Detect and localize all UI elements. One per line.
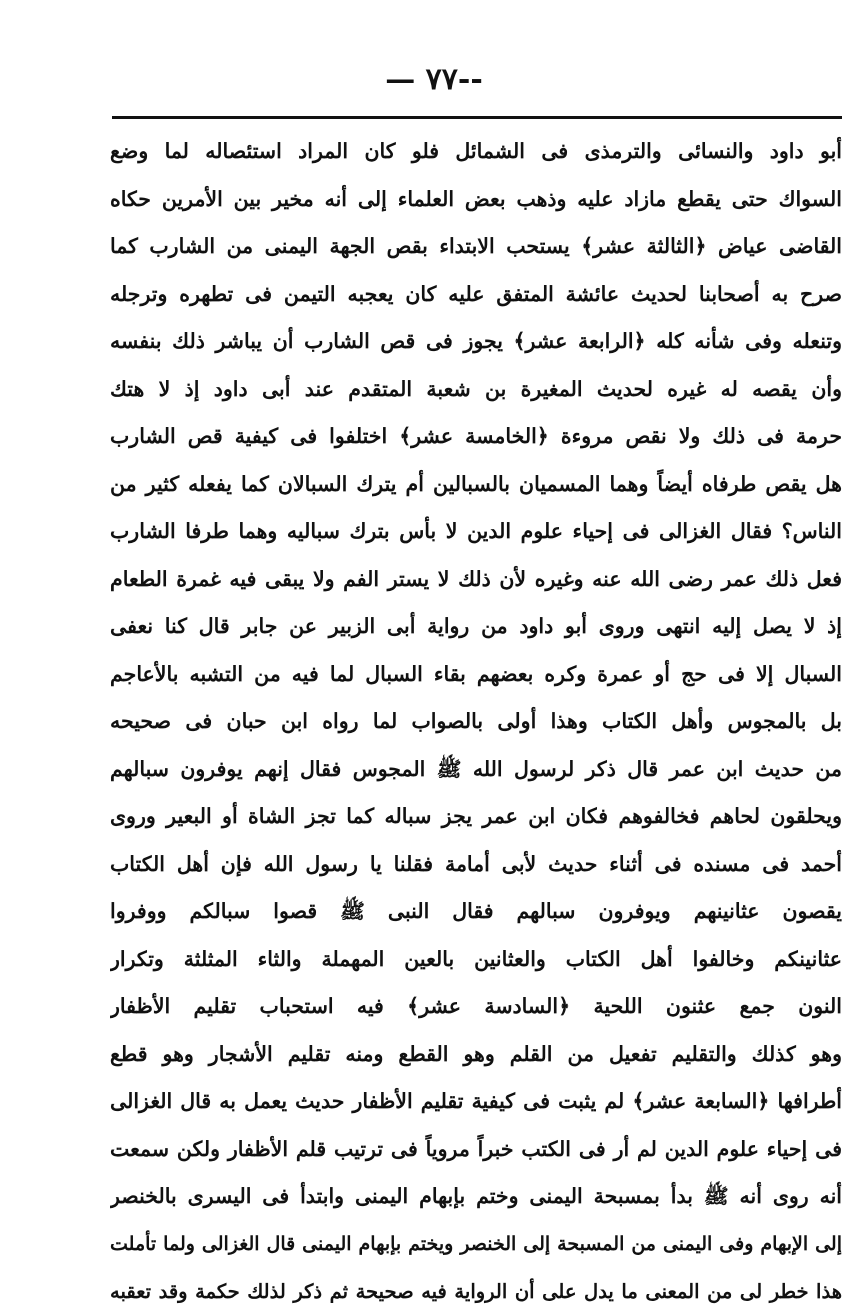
text-line: أطرافها ﴿السابعة عشر﴾ لم يثبت فى كيفية تقليم الأظفار حديث يعمل به قال الغزالى <box>110 1089 842 1113</box>
text-line: وأن يقصه له غيره لحديث المغيرة بن شعبة المتقدم عند أبى داود إذ لا هتك <box>110 376 842 401</box>
text-line: القاضى عياض ﴿الثالثة عشر﴾ يستحب الابتداء بقص الجهة اليمنى من الشارب كما <box>110 234 842 258</box>
text-line: بل بالمجوس وأهل الكتاب وهذا أولى بالصواب لما رواه ابن حبان فى صحيحه <box>110 709 842 733</box>
text-line: الناس؟ فقال الغزالى فى إحياء علوم الدين لا بأس بترك سباليه وهما طرفا الشارب <box>110 519 842 543</box>
text-line: ويحلقون لحاهم فخالفوهم فكان ابن عمر يجز سباله كما تجز الشاة أو البعير وروى <box>110 804 842 828</box>
text-line: هذا خطر لى من المعنى ما يدل على أن الرواية فيه صحيحة ثم ذكر لذلك حكمة وقد تعقبه <box>110 1280 842 1303</box>
header-rule <box>112 116 842 119</box>
text-line: فى إحياء علوم الدين لم أر فى الكتب خبراً مروياً فى ترتيب قلم الأظفار ولكن سمعت <box>110 1136 842 1161</box>
text-line: عثانينكم وخالفوا أهل الكتاب والعثانين بالعين المهملة والثاء المثلثة وتكرار <box>110 946 842 971</box>
body-text <box>110 128 842 1316</box>
text-line: إلى الإبهام وفى اليمنى من المسبحة إلى الخنصر ويختم بإبهام اليمنى قال الغزالى ولما تأملت <box>110 1232 842 1255</box>
text-line: يقصون عثانينهم ويوفرون سبالهم فقال النبى ﷺ قصوا سبالكم ووفروا <box>110 899 842 923</box>
text-line: السواك حتى يقطع مازاد عليه وذهب بعض العلماء إلى أنه مخير بين الأمرين حكاه <box>110 186 842 211</box>
text-line: من حديث ابن عمر قال ذكر لرسول الله ﷺ المجوس فقال إنهم يوفرون سبالهم <box>110 756 842 781</box>
text-line: النون جمع عثنون اللحية ﴿السادسة عشر﴾ فيه استحباب تقليم الأظفار <box>110 994 842 1018</box>
text-line: السبال إلا فى حج أو عمرة وكره بعضهم بقاء السبال لما فيه من التشبه بالأعاجم <box>110 661 842 686</box>
text-line: هل يقص طرفاه أيضاً وهما المسميان بالسبالين أم يترك السبالان كما يفعله كثير من <box>110 471 842 496</box>
text-line: صرح به أصحابنا لحديث عائشة المتفق عليه كان يعجبه التيمن فى تطهره وترجله <box>110 281 842 306</box>
text-line: إذ لا يصل إليه انتهى وروى أبو داود من رواية أبى الزبير عن جابر قال كنا نعفى <box>110 614 842 638</box>
text-line: وهو كذلك والتقليم تفعيل من القلم وهو القطع ومنه تقليم الأشجار وهو قطع <box>110 1041 842 1066</box>
text-line: أبو داود والنسائى والترمذى فى الشمائل فلو كان المراد استئصاله لما وضع <box>110 139 842 163</box>
page-number: — ٧٧-- <box>385 62 483 97</box>
text-line: أحمد فى مسنده فى أثناء حديث لأبى أمامة فقلنا يا رسول الله فإن أهل الكتاب <box>110 851 842 876</box>
text-line: أنه روى أنه ﷺ بدأ بمسبحة اليمنى وختم بإبهام اليمنى وابتدأ فى اليسرى بالخنصر <box>110 1184 842 1208</box>
text-line: حرمة فى ذلك ولا نقص مروءة ﴿الخامسة عشر﴾ اختلفوا فى كيفية قص الشارب <box>110 424 842 448</box>
text-line: وتنعله وفى شأنه كله ﴿الرابعة عشر﴾ يجوز فى قص الشارب أن يباشر ذلك بنفسه <box>110 329 842 353</box>
text-line: فعل ذلك عمر رضى الله عنه وغيره لأن ذلك لا يستر الفم ولا يبقى فيه غمرة الطعام <box>110 566 842 591</box>
